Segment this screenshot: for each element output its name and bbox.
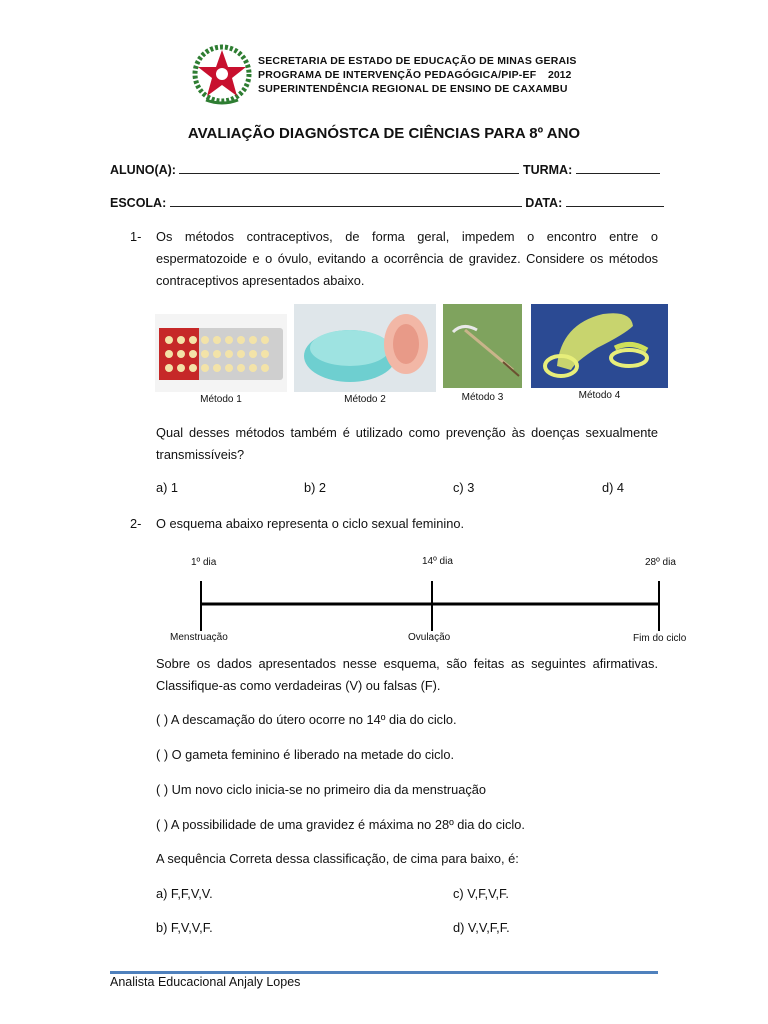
timeline-event-fim: Fim do ciclo [633,633,687,644]
escola-field-row [110,195,664,210]
q2-number: 2- [130,516,142,531]
q1-number: 1- [130,229,142,244]
q2-intro: Sobre os dados apresentados nesse esquema, são feitas as seguintes afirmativas. Classifique-as como verdadeiras (V) ou falsas (F). [156,656,658,693]
footer-author: Analista Educacional Anjaly Lopes [110,975,301,989]
escola-blank[interactable] [170,195,522,207]
escola-label: ESCOLA: [110,196,167,210]
q2-text: O esquema abaixo representa o ciclo sexual feminino. [156,516,465,531]
q1-option-d[interactable]: d) 4 [602,480,625,495]
turma-blank[interactable] [576,162,660,174]
timeline-day-1: 1º dia [191,557,217,568]
footer-rule [110,971,658,974]
timeline-event-ovulacao: Ovulação [408,632,451,643]
method-3-image-iud [443,304,522,388]
method-1-caption: Método 1 [200,394,242,405]
q2-sequence-prompt: A sequência Correta dessa classificação, de cima para baixo, é: [156,851,519,866]
header-superintendencia: SUPERINTENDÊNCIA REGIONAL DE ENSINO DE CAXAMBU [258,83,568,95]
page-title: AVALIAÇÃO DIAGNÓSTCA DE CIÊNCIAS PARA 8º ANO [187,125,581,142]
q1-option-a[interactable]: a) 1 [156,480,179,495]
aluno-label: ALUNO(A): [110,163,176,177]
timeline-day-14: 14º dia [422,556,453,567]
aluno-blank[interactable] [179,162,519,174]
method-2-caption: Método 2 [344,394,386,405]
q2-statement-4[interactable]: ( ) A possibilidade de uma gravidez é máxima no 28º dia do ciclo. [156,817,525,832]
turma-label: TURMA: [522,163,573,177]
data-blank[interactable] [566,195,664,207]
method-4-caption: Método 4 [578,390,621,401]
q2-statement-2[interactable]: ( ) O gameta feminino é liberado na metade do ciclo. [156,747,455,762]
q1-option-c[interactable]: c) 3 [453,480,475,495]
q2-statement-3[interactable]: ( ) Um novo ciclo inicia-se no primeiro dia da menstruação [156,782,487,797]
q2-statement-1[interactable]: ( ) A descamação do útero ocorre no 14º dia do ciclo. [156,712,457,727]
data-label: DATA: [525,196,563,210]
method-3-caption: Método 3 [461,392,504,403]
q2-option-b[interactable]: b) F,V,V,F. [156,920,213,935]
timeline-event-menstruacao: Menstruação [170,632,228,643]
timeline-day-28: 28º dia [645,557,676,568]
q1-option-b[interactable]: b) 2 [304,480,327,495]
method-2-image-diaphragm [294,304,436,392]
state-coat-of-arms-logo [192,44,252,106]
q2-option-a[interactable]: a) F,F,V,V. [156,886,213,901]
header-secretaria: SECRETARIA DE ESTADO DE EDUCAÇÃO DE MINAS GERAIS [258,55,577,67]
method-4-image-condom [531,304,668,388]
q2-option-d[interactable]: d) V,V,F,F. [453,920,510,935]
header-year: 2012 [548,69,572,81]
header-programa: PROGRAMA DE INTERVENÇÃO PEDAGÓGICA/PIP-EF [258,69,537,81]
q2-option-c[interactable]: c) V,F,V,F. [453,886,509,901]
method-1-image-pill-pack [155,314,287,392]
q1-text: Os métodos contraceptivos, de forma geral, impedem o encontro entre o espermatozoide e o óvulo, evitando a ocorrência de gravidez. Considere os métodos contraceptivos apresentados abaixo. [156,229,658,288]
menstrual-cycle-timeline [195,575,665,635]
q1-question: Qual desses métodos também é utilizado como prevenção às doenças sexualmente transmissíveis? [156,425,658,462]
aluno-field-row [110,162,660,177]
